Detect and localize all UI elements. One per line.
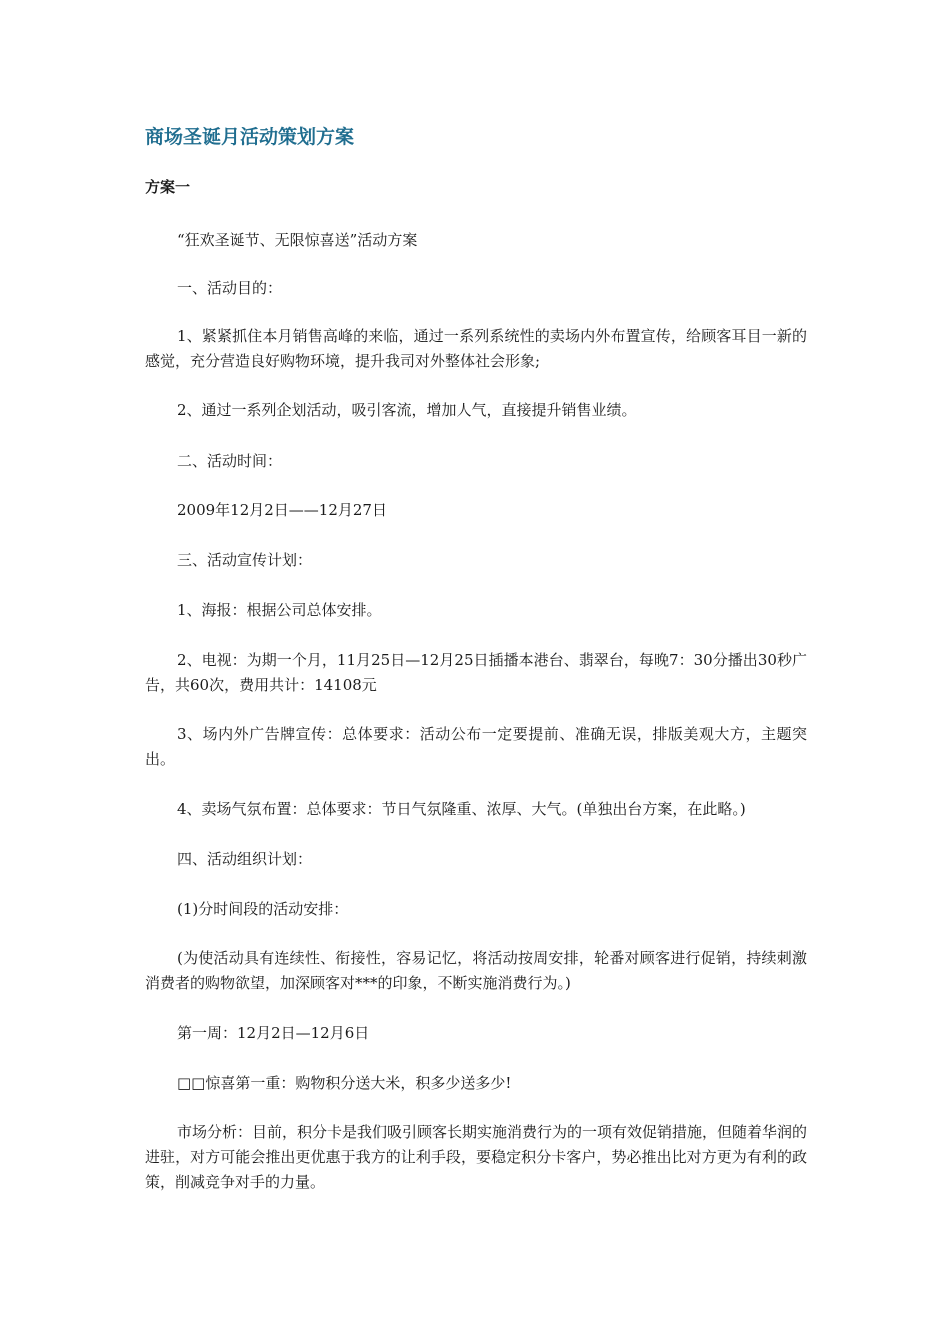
paragraph: 二、活动时间：: [177, 452, 283, 470]
paragraph: 2、电视：为期一个月，11月25日—12月25日插播本港台、翡翠台，每晚7：30分播出30秒广告，共60次，费用共计：14108元: [145, 651, 807, 694]
paragraph: 1、海报：根据公司总体安排。: [177, 601, 382, 619]
section-heading: 方案一: [145, 178, 191, 196]
paragraph: (1)分时间段的活动安排：: [177, 900, 349, 918]
paragraph: 三、活动宣传计划：: [177, 551, 313, 569]
paragraph: 一、活动目的：: [177, 279, 283, 297]
paragraph: □□惊喜第一重：购物积分送大米，积多少送多少!: [177, 1074, 512, 1092]
paragraph: (为使活动具有连续性、衔接性，容易记忆，将活动按周安排，轮番对顾客进行促销，持续刺激消费者的购物欲望，加深顾客对***的印象，不断实施消费行为。): [145, 949, 807, 992]
paragraph: 市场分析：目前，积分卡是我们吸引顾客长期实施消费行为的一项有效促销措施，但随着华润的进驻，对方可能会推出更优惠于我方的让利手段，要稳定积分卡客户，势必推出比对方更为有利的政策，削减竞争对手的力量。: [145, 1123, 808, 1191]
paragraph: 2009年12月2日——12月27日: [177, 501, 387, 519]
paragraph: 四、活动组织计划：: [177, 850, 313, 868]
paragraph: 1、紧紧抓住本月销售高峰的来临，通过一系列系统性的卖场内外布置宣传，给顾客耳目一新的感觉，充分营造良好购物环境，提升我司对外整体社会形象;: [145, 327, 807, 370]
paragraph: 2、通过一系列企划活动，吸引客流，增加人气，直接提升销售业绩。: [177, 401, 637, 419]
paragraph: 第一周：12月2日—12月6日: [177, 1024, 370, 1042]
paragraph: “狂欢圣诞节、无限惊喜送”活动方案: [177, 231, 418, 249]
paragraph: 4、卖场气氛布置：总体要求：节日气氛隆重、浓厚、大气。(单独出台方案，在此略。): [177, 800, 746, 818]
paragraph: 3、场内外广告牌宣传：总体要求：活动公布一定要提前、准确无误，排版美观大方，主题突出。: [145, 725, 807, 768]
document-title: 商场圣诞月活动策划方案: [145, 126, 355, 148]
